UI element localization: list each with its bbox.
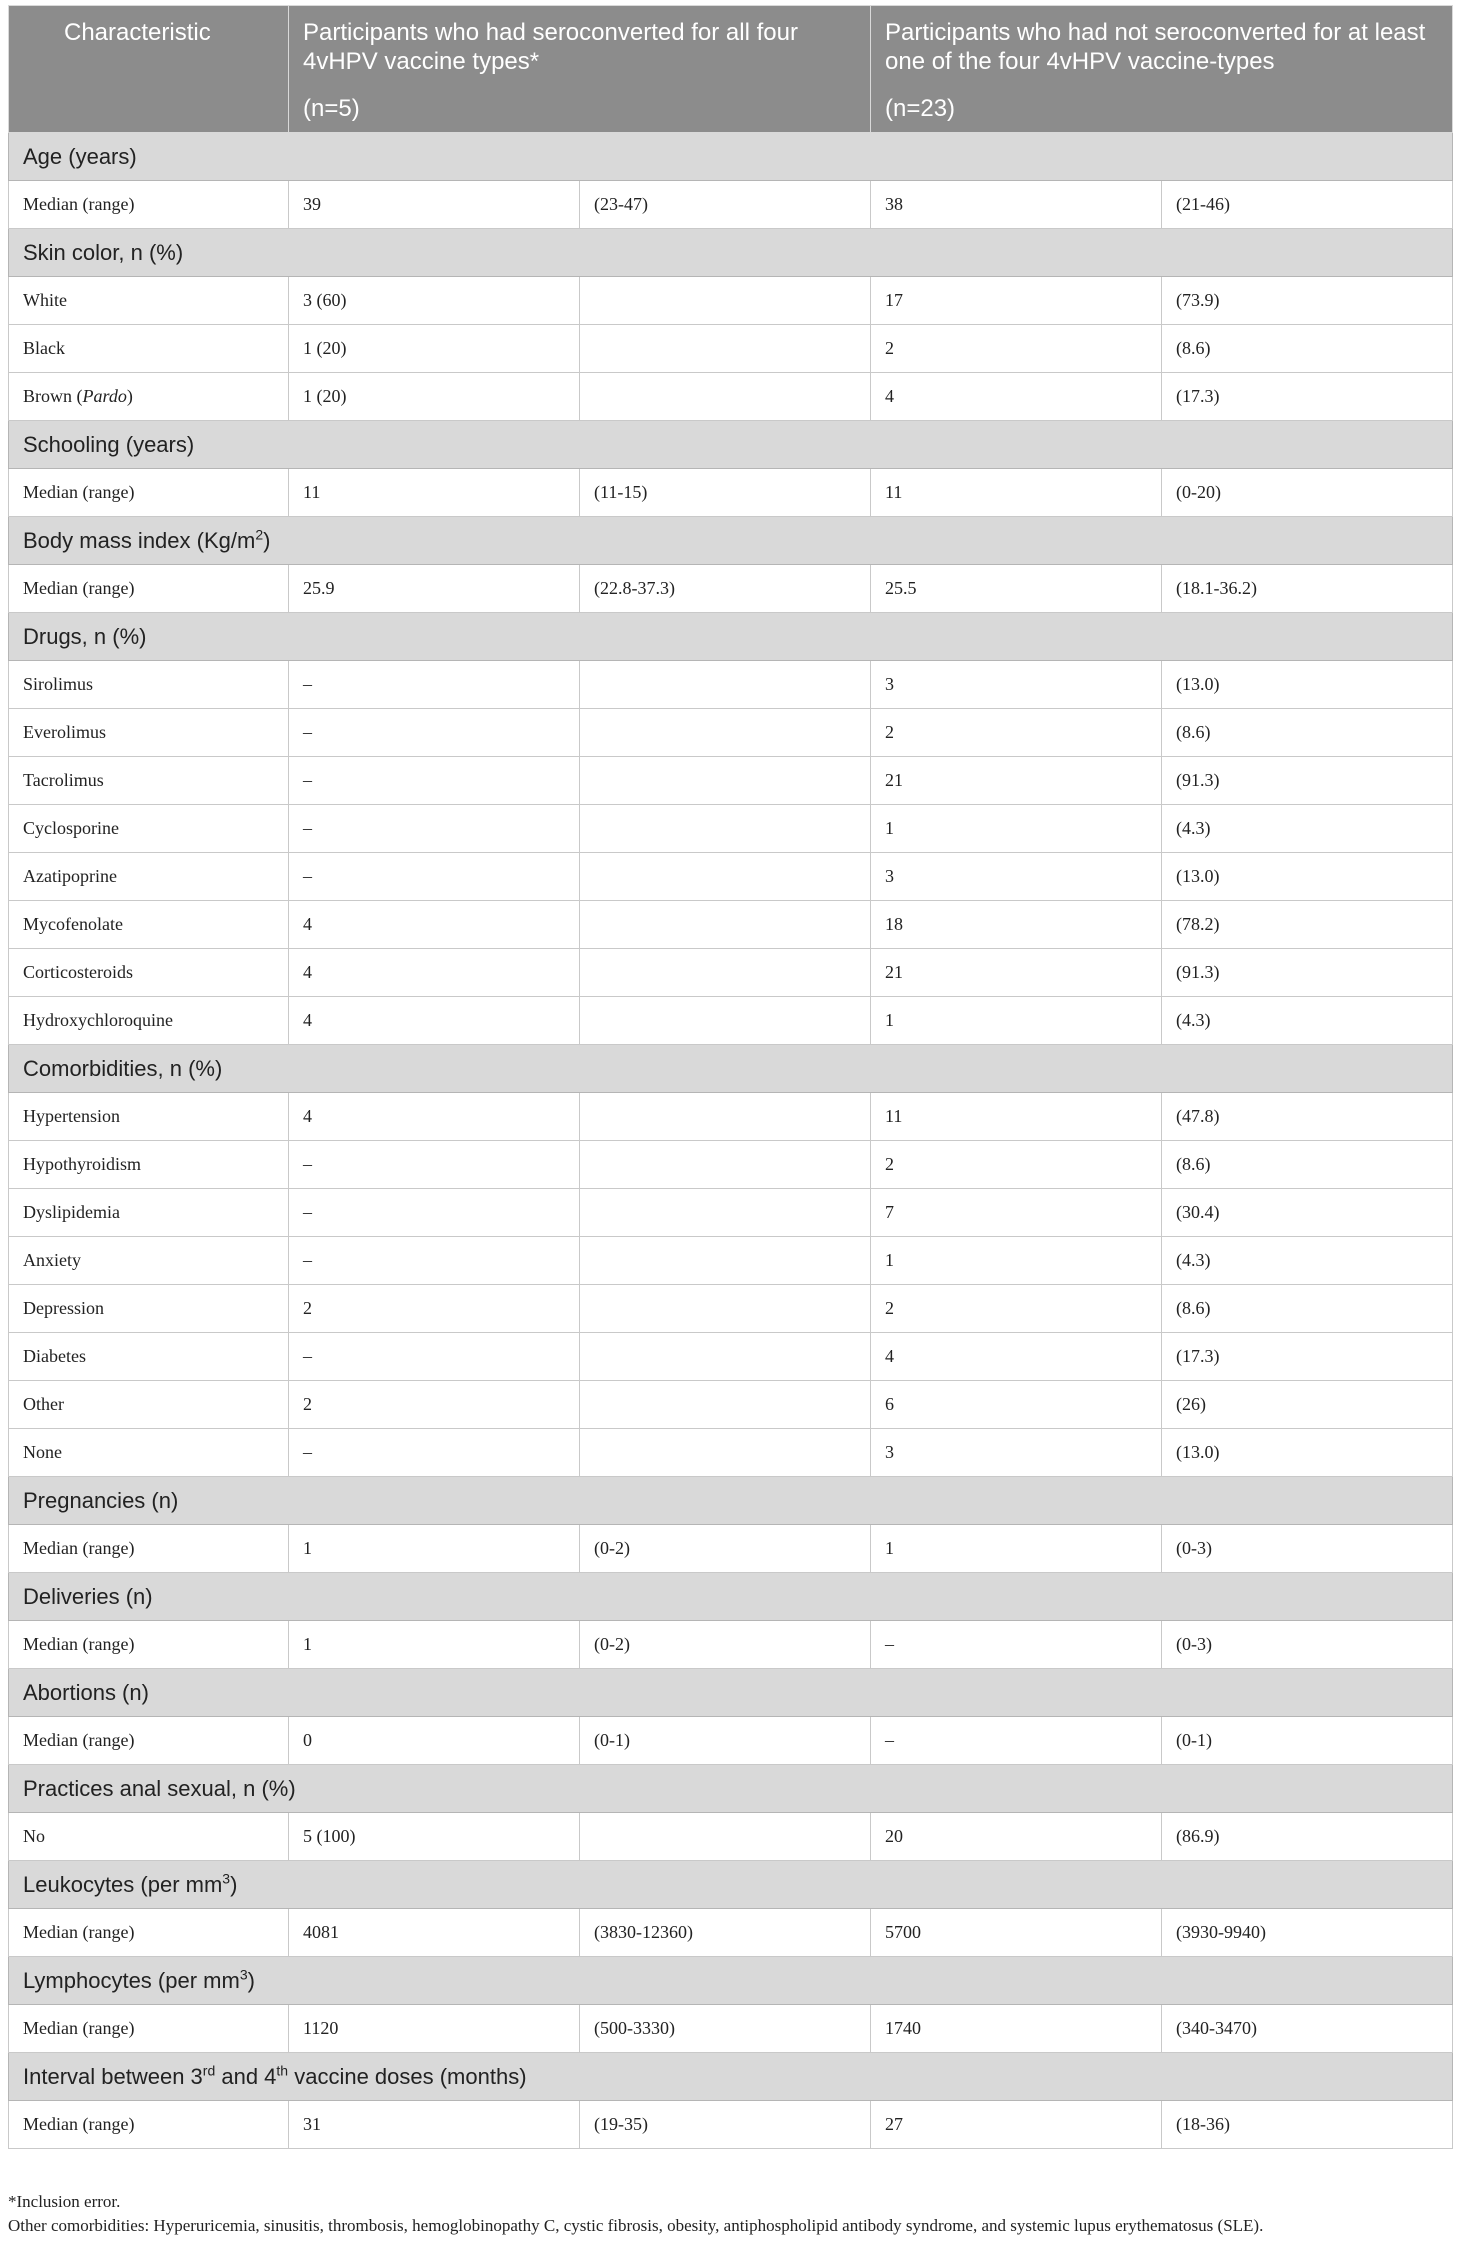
group1-paren [580, 1333, 871, 1381]
row-label [9, 2101, 289, 2149]
row-label [9, 565, 289, 613]
table-row [9, 2005, 1453, 2053]
section-label-text: vaccine doses (months) [288, 2063, 527, 2089]
group2-paren: (91.3) [1162, 757, 1453, 805]
group2-paren: (18.1-36.2) [1162, 565, 1453, 613]
row-label-text: Corticosteroids [23, 962, 133, 982]
row-label-text: Brown ( [23, 386, 83, 406]
group2-value: 18 [871, 901, 1162, 949]
group1-paren [580, 1237, 871, 1285]
section-label [9, 1045, 1453, 1093]
table-row [9, 1093, 1453, 1141]
group2-value: 2 [871, 709, 1162, 757]
section-label-text: Lymphocytes (per mm [23, 1967, 240, 1993]
table-row [9, 709, 1453, 757]
table-row [9, 805, 1453, 853]
group1-paren [580, 949, 871, 997]
group1-value: 4 [289, 997, 580, 1045]
row-label [9, 1285, 289, 1333]
group1-paren: (0-2) [580, 1525, 871, 1573]
group1-value: – [289, 661, 580, 709]
table-row [9, 757, 1453, 805]
table-container [8, 5, 1452, 2149]
header-group1-n: (n=5) [303, 95, 360, 122]
row-label-text: No [23, 1826, 45, 1846]
row-label [9, 661, 289, 709]
group1-value: – [289, 1237, 580, 1285]
group1-value: 39 [289, 181, 580, 229]
group2-value: 20 [871, 1813, 1162, 1861]
row-label [9, 277, 289, 325]
table-row [9, 1621, 1453, 1669]
row-label-text: Depression [23, 1298, 104, 1318]
section-label [9, 2053, 1453, 2101]
group2-value: 3 [871, 1429, 1162, 1477]
row-label-text: Diabetes [23, 1346, 86, 1366]
section-label-text: Practices anal sexual, n (%) [23, 1775, 296, 1801]
table-row [9, 901, 1453, 949]
row-label [9, 325, 289, 373]
row-label-text: Median (range) [23, 2114, 135, 2134]
section-row [9, 517, 1453, 565]
group1-value: – [289, 709, 580, 757]
row-label [9, 1093, 289, 1141]
section-row [9, 133, 1453, 181]
section-label-text: Leukocytes (per mm [23, 1871, 223, 1897]
section-label-superscript: 3 [239, 1966, 248, 1983]
row-label-text: Median (range) [23, 1730, 135, 1750]
group1-value: 1 [289, 1525, 580, 1573]
section-label-text: Comorbidities, n (%) [23, 1055, 223, 1081]
row-label [9, 1525, 289, 1573]
section-label-text: ) [247, 1967, 255, 1993]
group1-paren [580, 277, 871, 325]
table-row [9, 469, 1453, 517]
section-row [9, 1957, 1453, 2005]
group1-value: 2 [289, 1285, 580, 1333]
group2-paren: (0-3) [1162, 1621, 1453, 1669]
group1-paren [580, 805, 871, 853]
row-label-text: Median (range) [23, 1538, 135, 1558]
header-group2-n: (n=23) [885, 95, 956, 122]
group1-value: 1 [289, 1621, 580, 1669]
row-label-text: Hypothyroidism [23, 1154, 142, 1174]
footnote-other-comorbidities: Other comorbidities: Hyperuricemia, sinusitis, thrombosis, hemoglobinopathy C, cystic fibrosis, obesity, antiphospholipid antibody syndrome, and systemic lupus erythematosus (SLE). [8, 2216, 1264, 2235]
section-label-text: Age (years) [23, 143, 137, 169]
group1-value: 4081 [289, 1909, 580, 1957]
group2-paren: (340-3470) [1162, 2005, 1453, 2053]
row-label [9, 1381, 289, 1429]
row-label [9, 1909, 289, 1957]
group1-value: 25.9 [289, 565, 580, 613]
row-label [9, 1237, 289, 1285]
group1-value: 4 [289, 901, 580, 949]
group2-paren: (91.3) [1162, 949, 1453, 997]
group1-value: – [289, 1141, 580, 1189]
header-characteristic: Characteristic [9, 6, 289, 133]
group2-value: 38 [871, 181, 1162, 229]
group2-paren: (47.8) [1162, 1093, 1453, 1141]
group2-value: 7 [871, 1189, 1162, 1237]
row-label-text: Cyclosporine [23, 818, 119, 838]
section-row [9, 2053, 1453, 2101]
section-label-text: Drugs, n (%) [23, 623, 147, 649]
row-label-text: Everolimus [23, 722, 106, 742]
section-label-text: and 4 [215, 2063, 277, 2089]
group2-paren: (8.6) [1162, 325, 1453, 373]
group1-paren [580, 853, 871, 901]
group1-value: 1120 [289, 2005, 580, 2053]
group2-value: 2 [871, 1141, 1162, 1189]
row-label-text: Median (range) [23, 1922, 135, 1942]
group2-value: 27 [871, 2101, 1162, 2149]
row-label [9, 1621, 289, 1669]
group1-paren [580, 901, 871, 949]
group2-value: 2 [871, 325, 1162, 373]
characteristics-table [8, 5, 1453, 2149]
section-label-text: Body mass index (Kg/m [23, 527, 256, 553]
group1-value: – [289, 1189, 580, 1237]
row-label [9, 1141, 289, 1189]
section-label-superscript: 2 [255, 526, 264, 543]
section-label-text: Skin color, n (%) [23, 239, 184, 265]
group2-value: 1 [871, 1525, 1162, 1573]
section-label [9, 1861, 1453, 1909]
group1-value: 31 [289, 2101, 580, 2149]
group2-paren: (4.3) [1162, 997, 1453, 1045]
table-row [9, 1813, 1453, 1861]
group2-paren: (73.9) [1162, 277, 1453, 325]
section-label [9, 517, 1453, 565]
row-label [9, 805, 289, 853]
group1-value: 2 [289, 1381, 580, 1429]
row-label-text: Hypertension [23, 1106, 120, 1126]
header-group2 [871, 6, 1453, 133]
row-label-text: Other [23, 1394, 64, 1414]
group2-paren: (17.3) [1162, 1333, 1453, 1381]
section-label [9, 1573, 1453, 1621]
row-label-italic: Pardo [82, 386, 127, 406]
row-label-text: ) [126, 386, 133, 406]
row-label [9, 1717, 289, 1765]
row-label-text: Median (range) [23, 194, 135, 214]
section-label-text: Schooling (years) [23, 431, 195, 457]
section-label [9, 1957, 1453, 2005]
section-label [9, 133, 1453, 181]
table-row [9, 661, 1453, 709]
row-label [9, 181, 289, 229]
section-label-text: ) [230, 1871, 238, 1897]
group2-value: – [871, 1717, 1162, 1765]
table-row [9, 1525, 1453, 1573]
row-label [9, 1429, 289, 1477]
group2-value: 1740 [871, 2005, 1162, 2053]
row-label-text: None [23, 1442, 62, 1462]
group2-value: 4 [871, 373, 1162, 421]
table-row [9, 1333, 1453, 1381]
section-row [9, 1477, 1453, 1525]
row-label [9, 853, 289, 901]
row-label [9, 2005, 289, 2053]
section-row [9, 613, 1453, 661]
group2-paren: (26) [1162, 1381, 1453, 1429]
table-row [9, 1285, 1453, 1333]
section-label-text: Pregnancies (n) [23, 1487, 179, 1513]
group2-paren: (8.6) [1162, 1285, 1453, 1333]
table-row [9, 1429, 1453, 1477]
group2-value: 11 [871, 469, 1162, 517]
footnote-inclusion: *Inclusion error. [8, 2192, 121, 2211]
group2-paren: (8.6) [1162, 709, 1453, 757]
header-group1 [289, 6, 871, 133]
group1-paren: (0-2) [580, 1621, 871, 1669]
group1-paren [580, 1189, 871, 1237]
row-label [9, 469, 289, 517]
group1-paren [580, 1285, 871, 1333]
group1-value: 5 (100) [289, 1813, 580, 1861]
table-row [9, 325, 1453, 373]
group2-paren: (0-1) [1162, 1717, 1453, 1765]
group2-paren: (13.0) [1162, 853, 1453, 901]
row-label-text: Anxiety [23, 1250, 81, 1270]
row-label [9, 1813, 289, 1861]
row-label [9, 1189, 289, 1237]
group2-value: 1 [871, 805, 1162, 853]
section-label-text: Interval between 3 [23, 2063, 203, 2089]
group1-paren: (19-35) [580, 2101, 871, 2149]
group2-paren: (17.3) [1162, 373, 1453, 421]
table-row [9, 1717, 1453, 1765]
group2-value: 4 [871, 1333, 1162, 1381]
row-label [9, 901, 289, 949]
row-label-text: Azatipoprine [23, 866, 117, 886]
section-row [9, 1573, 1453, 1621]
group1-value: 0 [289, 1717, 580, 1765]
section-row [9, 1045, 1453, 1093]
row-label-text: Mycofenolate [23, 914, 123, 934]
row-label-text: Black [23, 338, 65, 358]
footnotes [8, 2190, 1452, 2238]
group1-value: 1 (20) [289, 325, 580, 373]
section-label [9, 1765, 1453, 1813]
group2-paren: (78.2) [1162, 901, 1453, 949]
table-row [9, 373, 1453, 421]
group2-value: 5700 [871, 1909, 1162, 1957]
section-label [9, 1477, 1453, 1525]
table-row [9, 997, 1453, 1045]
group1-paren [580, 1429, 871, 1477]
group1-value: 1 (20) [289, 373, 580, 421]
section-label [9, 421, 1453, 469]
table-row [9, 1141, 1453, 1189]
group2-paren: (8.6) [1162, 1141, 1453, 1189]
row-label [9, 757, 289, 805]
table-row [9, 1189, 1453, 1237]
header-group1-label: Participants who had seroconverted for all four 4vHPV vaccine types* [303, 19, 798, 75]
group1-value: – [289, 1429, 580, 1477]
section-label-text: Deliveries (n) [23, 1583, 153, 1609]
row-label-text: Hydroxychloroquine [23, 1010, 173, 1030]
row-label [9, 373, 289, 421]
group1-paren: (500-3330) [580, 2005, 871, 2053]
table-row [9, 1381, 1453, 1429]
group1-paren: (23-47) [580, 181, 871, 229]
row-label [9, 1333, 289, 1381]
group2-value: 6 [871, 1381, 1162, 1429]
row-label-text: Median (range) [23, 482, 135, 502]
table-row [9, 853, 1453, 901]
group2-paren: (13.0) [1162, 661, 1453, 709]
row-label-text: Median (range) [23, 2018, 135, 2038]
row-label [9, 997, 289, 1045]
group2-paren: (0-20) [1162, 469, 1453, 517]
group2-paren: (13.0) [1162, 1429, 1453, 1477]
group1-paren [580, 661, 871, 709]
section-label-superscript: rd [202, 2062, 216, 2079]
section-label [9, 1669, 1453, 1717]
group2-paren: (18-36) [1162, 2101, 1453, 2149]
group1-paren [580, 1093, 871, 1141]
section-row [9, 1861, 1453, 1909]
group2-value: 17 [871, 277, 1162, 325]
table-row [9, 277, 1453, 325]
group2-value: 3 [871, 853, 1162, 901]
row-label [9, 709, 289, 757]
table-header [9, 6, 1453, 133]
group2-value: 21 [871, 949, 1162, 997]
group2-paren: (86.9) [1162, 1813, 1453, 1861]
group2-value: 1 [871, 1237, 1162, 1285]
row-label-text: Tacrolimus [23, 770, 104, 790]
group1-paren: (3830-12360) [580, 1909, 871, 1957]
row-label-text: Median (range) [23, 578, 135, 598]
group1-value: – [289, 805, 580, 853]
group1-value: – [289, 853, 580, 901]
group2-paren: (3930-9940) [1162, 1909, 1453, 1957]
group1-value: 3 (60) [289, 277, 580, 325]
group2-paren: (30.4) [1162, 1189, 1453, 1237]
group2-paren: (4.3) [1162, 805, 1453, 853]
group1-paren [580, 373, 871, 421]
table-body [9, 133, 1453, 2149]
group1-paren [580, 325, 871, 373]
header-group2-label: Participants who had not seroconverted for at least one of the four 4vHPV vaccine-types [885, 19, 1426, 75]
section-label-superscript: th [276, 2062, 289, 2079]
section-label-text: Abortions (n) [23, 1679, 149, 1705]
group2-value: 21 [871, 757, 1162, 805]
group2-value: 11 [871, 1093, 1162, 1141]
section-label-superscript: 3 [222, 1870, 231, 1887]
row-label-text: Sirolimus [23, 674, 94, 694]
group1-paren: (22.8-37.3) [580, 565, 871, 613]
section-row [9, 229, 1453, 277]
group1-paren [580, 1813, 871, 1861]
table-row [9, 1909, 1453, 1957]
section-label-text: ) [263, 527, 271, 553]
group1-paren [580, 1141, 871, 1189]
section-row [9, 421, 1453, 469]
section-row [9, 1765, 1453, 1813]
table-row [9, 1237, 1453, 1285]
group1-paren [580, 997, 871, 1045]
row-label-text: White [23, 290, 67, 310]
group2-paren: (21-46) [1162, 181, 1453, 229]
group2-value: 25.5 [871, 565, 1162, 613]
group1-paren [580, 757, 871, 805]
table-row [9, 181, 1453, 229]
group2-paren: (0-3) [1162, 1525, 1453, 1573]
row-label-text: Median (range) [23, 1634, 135, 1654]
group1-paren: (11-15) [580, 469, 871, 517]
group1-value: – [289, 1333, 580, 1381]
row-label [9, 949, 289, 997]
group2-value: 3 [871, 661, 1162, 709]
row-label-text: Dyslipidemia [23, 1202, 120, 1222]
group1-value: 11 [289, 469, 580, 517]
table-row [9, 565, 1453, 613]
section-label [9, 613, 1453, 661]
group1-value: 4 [289, 949, 580, 997]
group1-value: – [289, 757, 580, 805]
table-row [9, 2101, 1453, 2149]
group2-value: 2 [871, 1285, 1162, 1333]
group1-paren: (0-1) [580, 1717, 871, 1765]
group1-value: 4 [289, 1093, 580, 1141]
table-row [9, 949, 1453, 997]
group2-value: 1 [871, 997, 1162, 1045]
group2-paren: (4.3) [1162, 1237, 1453, 1285]
section-row [9, 1669, 1453, 1717]
section-label [9, 229, 1453, 277]
group1-paren [580, 709, 871, 757]
group2-value: – [871, 1621, 1162, 1669]
group1-paren [580, 1381, 871, 1429]
